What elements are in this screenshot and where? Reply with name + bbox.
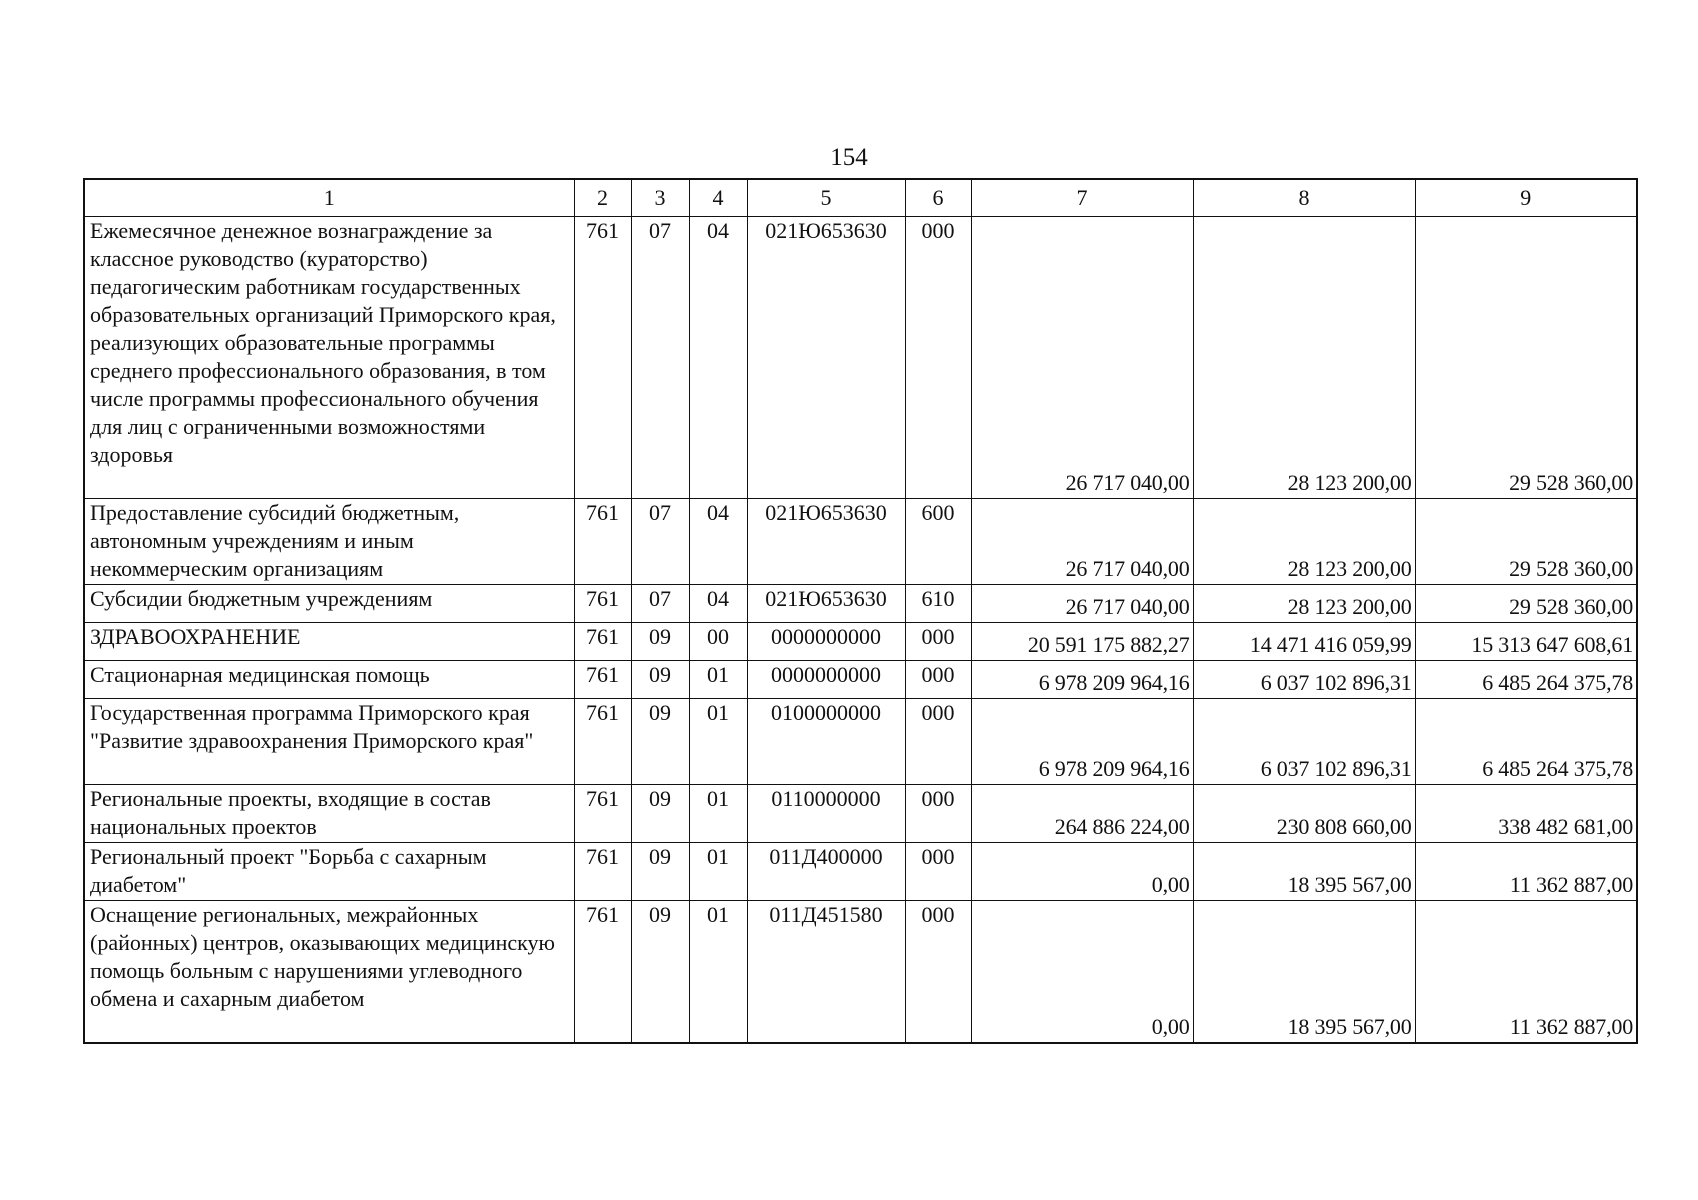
cell-code: 0000000000 xyxy=(747,661,905,699)
cell-amount: 6 485 264 375,78 xyxy=(1415,661,1637,699)
cell-code: 761 xyxy=(574,623,631,661)
cell-amount: 0,00 xyxy=(971,843,1193,901)
cell-code: 000 xyxy=(905,901,971,1044)
table-row xyxy=(84,843,1637,901)
table-row xyxy=(84,699,1637,785)
budget-table xyxy=(83,178,1638,1044)
column-header: 8 xyxy=(1193,179,1415,217)
cell-amount: 28 123 200,00 xyxy=(1193,217,1415,499)
cell-amount: 11 362 887,00 xyxy=(1415,843,1637,901)
cell-amount: 6 485 264 375,78 xyxy=(1415,699,1637,785)
column-header: 1 xyxy=(84,179,574,217)
cell-code: 761 xyxy=(574,217,631,499)
row-name: Стационарная медицинская помощь xyxy=(84,661,574,699)
table-row xyxy=(84,661,1637,699)
cell-amount: 28 123 200,00 xyxy=(1193,499,1415,585)
cell-code: 011Д400000 xyxy=(747,843,905,901)
cell-code: 01 xyxy=(689,699,747,785)
column-header: 6 xyxy=(905,179,971,217)
cell-amount: 264 886 224,00 xyxy=(971,785,1193,843)
column-header: 3 xyxy=(631,179,689,217)
cell-code: 761 xyxy=(574,785,631,843)
row-name: Ежемесячное денежное вознаграждение за классное руководство (кураторство) педагогическим работникам государственных образовательных организаций Приморского края, реализующих образовательные программы среднего профессионального образования, в том числе программы профессионального обучения для лиц с ограниченными возможностями здоровья xyxy=(84,217,574,499)
cell-code: 01 xyxy=(689,843,747,901)
cell-code: 021Ю653630 xyxy=(747,585,905,623)
cell-code: 761 xyxy=(574,699,631,785)
cell-code: 07 xyxy=(631,217,689,499)
cell-code: 000 xyxy=(905,785,971,843)
table-header-row xyxy=(84,179,1637,217)
column-header: 7 xyxy=(971,179,1193,217)
cell-code: 761 xyxy=(574,843,631,901)
cell-code: 761 xyxy=(574,661,631,699)
table-row xyxy=(84,585,1637,623)
cell-amount: 338 482 681,00 xyxy=(1415,785,1637,843)
cell-code: 000 xyxy=(905,843,971,901)
cell-code: 07 xyxy=(631,585,689,623)
cell-code: 01 xyxy=(689,785,747,843)
cell-code: 04 xyxy=(689,499,747,585)
cell-code: 09 xyxy=(631,623,689,661)
table-row xyxy=(84,623,1637,661)
cell-code: 09 xyxy=(631,785,689,843)
cell-amount: 28 123 200,00 xyxy=(1193,585,1415,623)
cell-code: 000 xyxy=(905,217,971,499)
cell-code: 04 xyxy=(689,217,747,499)
cell-amount: 14 471 416 059,99 xyxy=(1193,623,1415,661)
cell-amount: 29 528 360,00 xyxy=(1415,585,1637,623)
row-name: Региональные проекты, входящие в состав национальных проектов xyxy=(84,785,574,843)
column-header: 9 xyxy=(1415,179,1637,217)
cell-code: 600 xyxy=(905,499,971,585)
column-header: 5 xyxy=(747,179,905,217)
cell-code: 0000000000 xyxy=(747,623,905,661)
cell-amount: 6 978 209 964,16 xyxy=(971,661,1193,699)
cell-code: 07 xyxy=(631,499,689,585)
cell-code: 0100000000 xyxy=(747,699,905,785)
cell-amount: 29 528 360,00 xyxy=(1415,499,1637,585)
table-row xyxy=(84,901,1637,1044)
cell-code: 610 xyxy=(905,585,971,623)
row-name: Оснащение региональных, межрайонных (районных) центров, оказывающих медицинскую помощь больным с нарушениями углеводного обмена и сахарным диабетом xyxy=(84,901,574,1044)
cell-code: 09 xyxy=(631,843,689,901)
cell-amount: 26 717 040,00 xyxy=(971,499,1193,585)
cell-code: 0110000000 xyxy=(747,785,905,843)
cell-amount: 11 362 887,00 xyxy=(1415,901,1637,1044)
cell-amount: 6 978 209 964,16 xyxy=(971,699,1193,785)
table-row xyxy=(84,217,1637,499)
cell-code: 021Ю653630 xyxy=(747,217,905,499)
cell-amount: 26 717 040,00 xyxy=(971,217,1193,499)
column-header: 4 xyxy=(689,179,747,217)
cell-code: 04 xyxy=(689,585,747,623)
row-name: Региональный проект "Борьба с сахарным диабетом" xyxy=(84,843,574,901)
cell-amount: 6 037 102 896,31 xyxy=(1193,661,1415,699)
row-name: Субсидии бюджетным учреждениям xyxy=(84,585,574,623)
cell-code: 000 xyxy=(905,699,971,785)
table-row xyxy=(84,785,1637,843)
cell-amount: 15 313 647 608,61 xyxy=(1415,623,1637,661)
row-name: Государственная программа Приморского края "Развитие здравоохранения Приморского края" xyxy=(84,699,574,785)
cell-code: 09 xyxy=(631,661,689,699)
cell-code: 000 xyxy=(905,623,971,661)
cell-amount: 18 395 567,00 xyxy=(1193,843,1415,901)
row-name: Предоставление субсидий бюджетным, автономным учреждениям и иным некоммерческим организациям xyxy=(84,499,574,585)
cell-amount: 0,00 xyxy=(971,901,1193,1044)
cell-code: 01 xyxy=(689,901,747,1044)
cell-code: 761 xyxy=(574,901,631,1044)
cell-amount: 20 591 175 882,27 xyxy=(971,623,1193,661)
cell-code: 761 xyxy=(574,585,631,623)
cell-code: 09 xyxy=(631,901,689,1044)
cell-code: 09 xyxy=(631,699,689,785)
cell-amount: 6 037 102 896,31 xyxy=(1193,699,1415,785)
page-number: 154 xyxy=(830,144,868,171)
cell-amount: 29 528 360,00 xyxy=(1415,217,1637,499)
cell-code: 011Д451580 xyxy=(747,901,905,1044)
cell-code: 00 xyxy=(689,623,747,661)
cell-code: 01 xyxy=(689,661,747,699)
column-header: 2 xyxy=(574,179,631,217)
row-name: ЗДРАВООХРАНЕНИЕ xyxy=(84,623,574,661)
cell-code: 761 xyxy=(574,499,631,585)
cell-amount: 26 717 040,00 xyxy=(971,585,1193,623)
table-row xyxy=(84,499,1637,585)
cell-amount: 18 395 567,00 xyxy=(1193,901,1415,1044)
cell-code: 000 xyxy=(905,661,971,699)
cell-code: 021Ю653630 xyxy=(747,499,905,585)
cell-amount: 230 808 660,00 xyxy=(1193,785,1415,843)
